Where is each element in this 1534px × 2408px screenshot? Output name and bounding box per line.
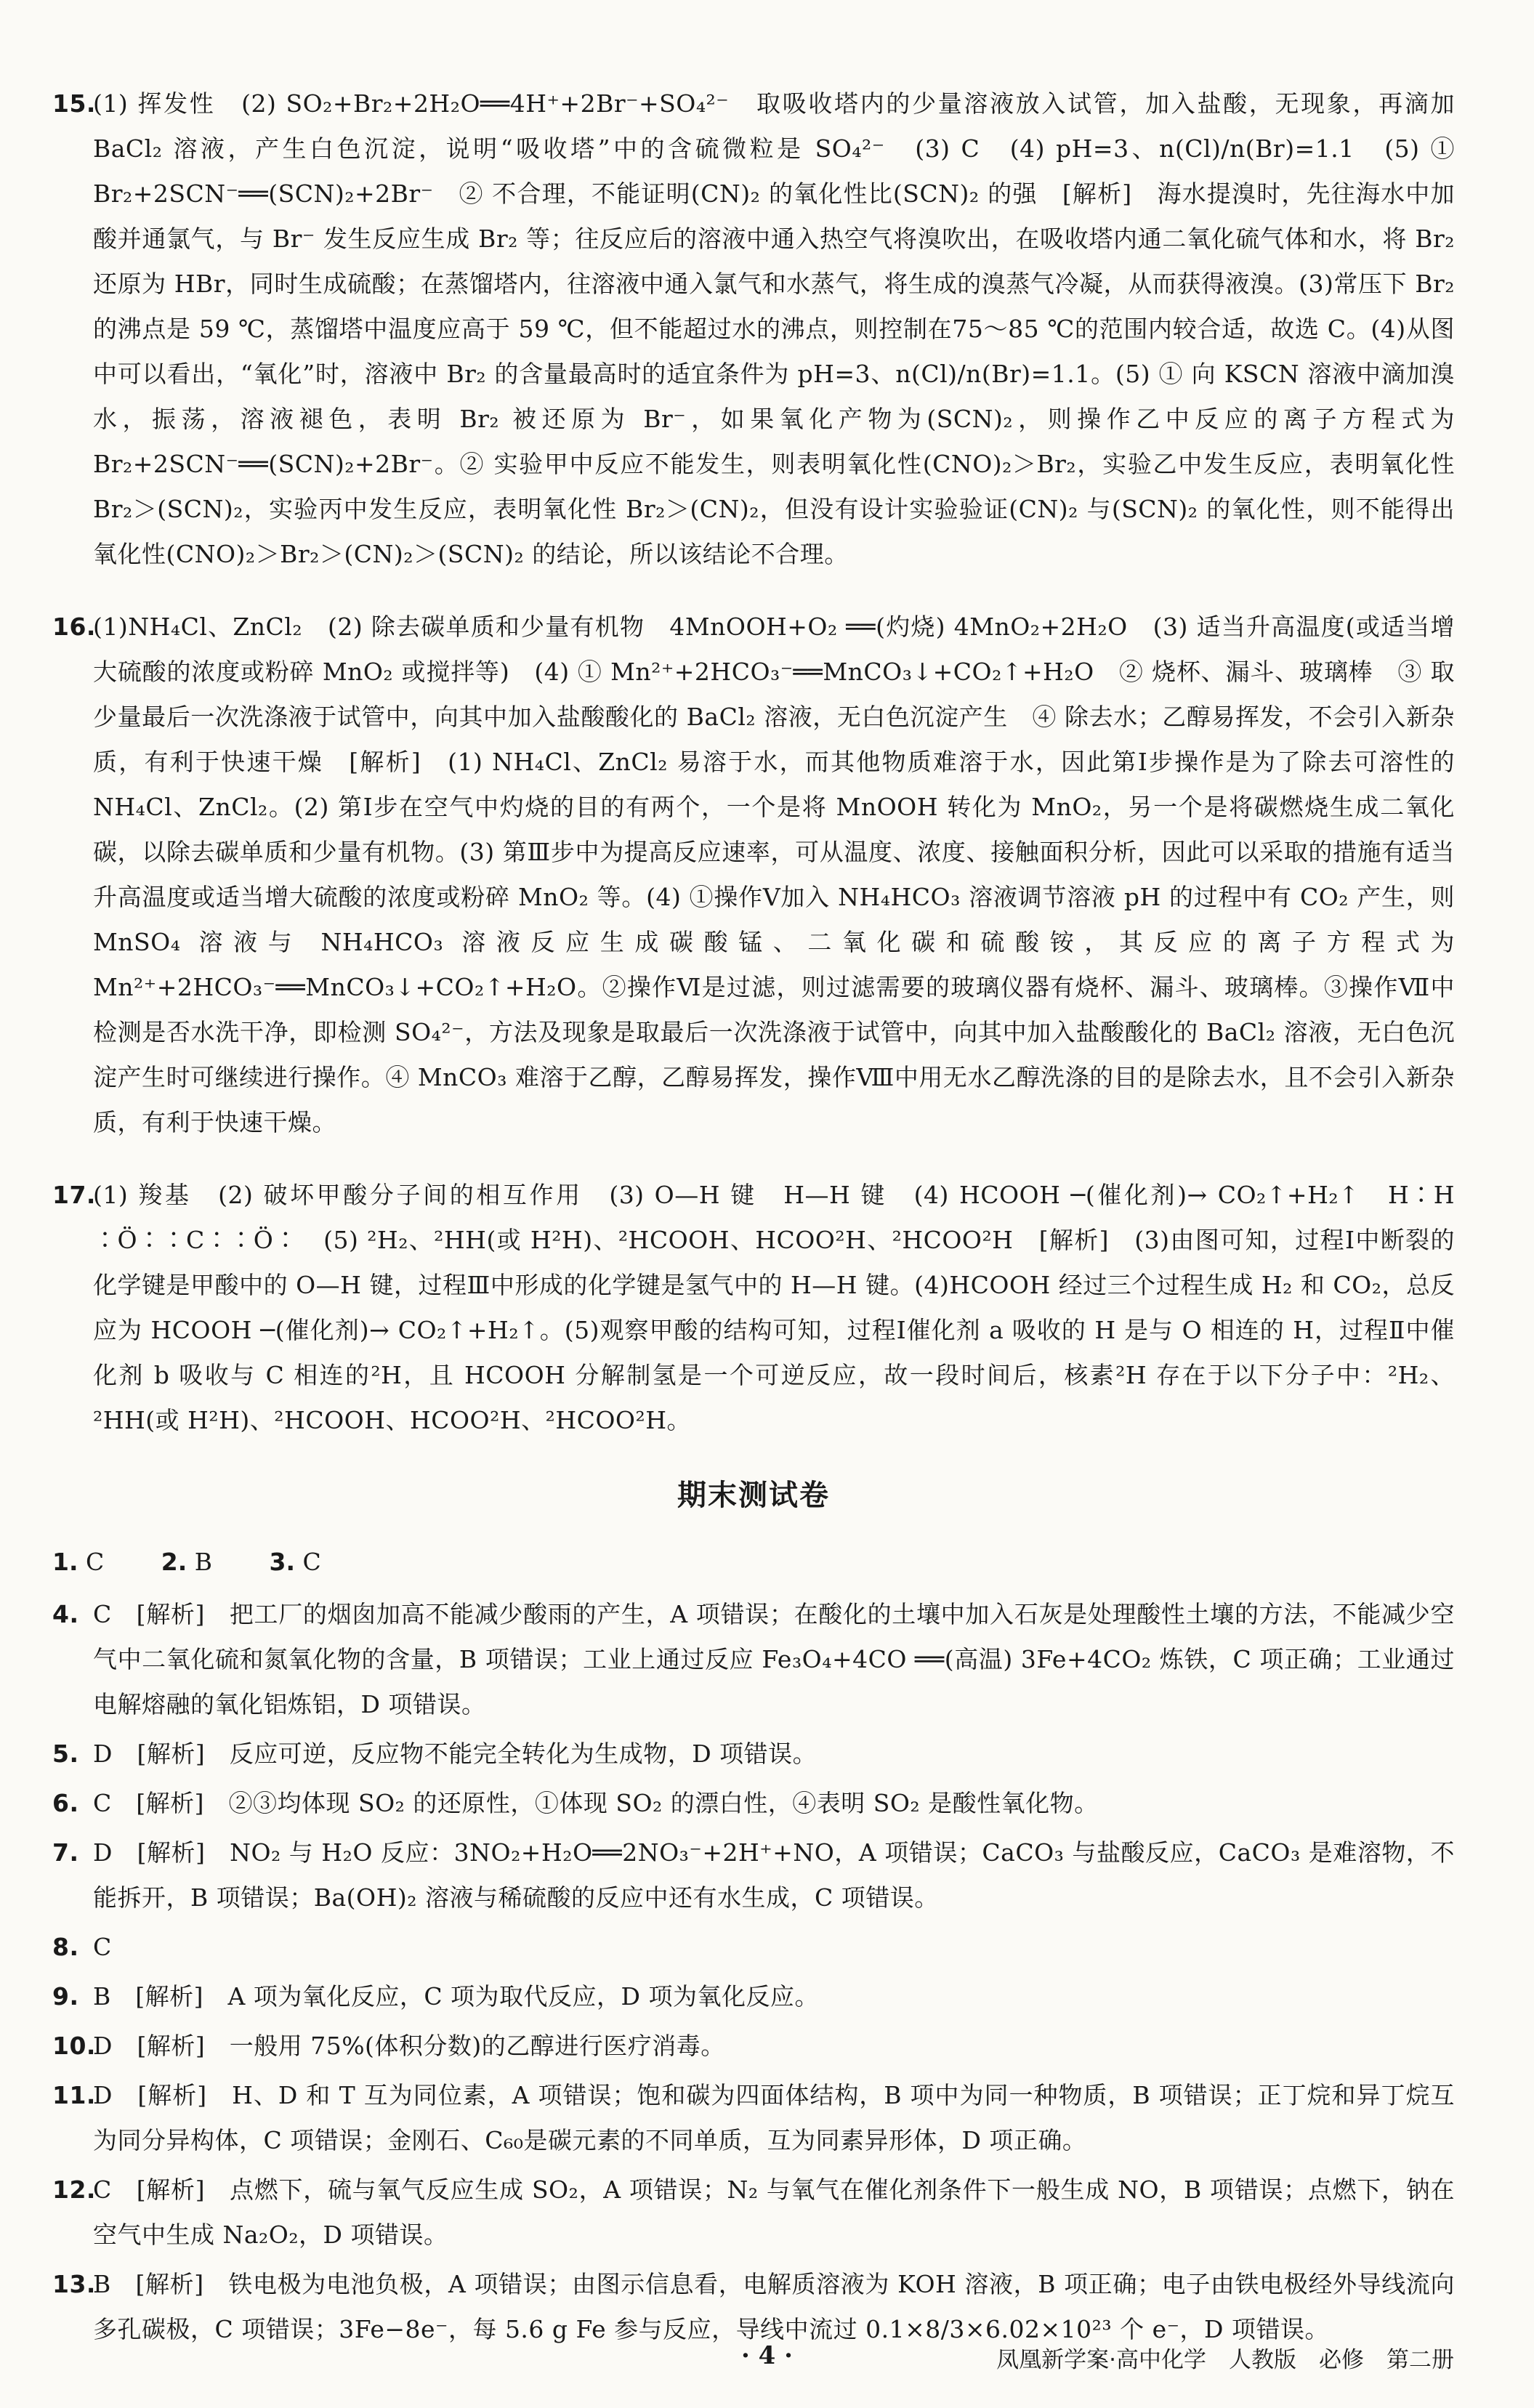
answer-item-17: [52, 1173, 1479, 1443]
answer-letter: B: [194, 1548, 213, 1576]
short-answers-row: [52, 1540, 1455, 1585]
answer-item-5: [52, 1732, 1455, 1777]
answer-item-13: [52, 2262, 1455, 2352]
short-answer: [270, 1540, 346, 1585]
answer-item-15: [52, 81, 1455, 577]
answer-letter: C: [302, 1548, 321, 1576]
item-text: D [解析] 反应可逆，反应物不能完全转化为生成物，D 项错误。: [93, 1740, 818, 1768]
item-number: 11.: [52, 2081, 96, 2109]
answer-item-4: [52, 1592, 1455, 1727]
page-number: · 4 ·: [740, 2341, 793, 2370]
item-text: B [解析] 铁电极为电池负极，A 项错误；由图示信息看，电解质溶液为 KOH 溶液，B 项正确；电子由铁电极经外导线流向多孔碳极，C 项错误；3Fe−8e⁻，每 5.6 g Fe 参与反应，导线中流过 0.1×8/3×6.02×10²³ 个 e⁻，D 项错误。: [93, 2270, 1455, 2343]
item-number: 4.: [52, 1600, 79, 1628]
page-content: [52, 81, 1479, 2356]
answer-item-10: [52, 2024, 1455, 2069]
item-number: 8.: [52, 1933, 79, 1961]
item-text: (1)NH₄Cl、ZnCl₂ (2) 除去碳单质和少量有机物 4MnOOH+O₂ ══(灼烧) 4MnO₂+2H₂O (3) 适当升高温度(或适当增大硫酸的浓度或粉碎 MnO₂ 或搅拌等) (4) ① Mn²⁺+2HCO₃⁻══MnCO₃↓+CO₂↑+H₂O ② 烧杯、漏斗、玻璃棒 ③ 取少量最后一次洗涤液于试管中，向其中加入盐酸酸化的 BaCl₂ 溶液，无白色沉淀产生 ④ 除去水；乙醇易挥发，不会引入新杂质，有利于快速干燥 [解析] (1) NH₄Cl、ZnCl₂ 易溶于水，而其他物质难溶于水，因此第Ⅰ步操作是为了除去可溶性的 NH₄Cl、ZnCl₂。(2) 第Ⅰ步在空气中灼烧的目的有两个，一个是将 MnOOH 转化为 MnO₂，另一个是将碳燃烧生成二氧化碳，以除去碳单质和少量有机物。(3) 第Ⅲ步中为提高反应速率，可从温度、浓度、接触面积分析，因此可以采取的措施有适当升高温度或适当增大硫酸的浓度或粉碎 MnO₂ 等。(4) ①操作Ⅴ加入 NH₄HCO₃ 溶液调节溶液 pH 的过程中有 CO₂ 产生，则 MnSO₄ 溶液与 NH₄HCO₃ 溶液反应生成碳酸锰、二氧化碳和硫酸铵，其反应的离子方程式为 Mn²⁺+2HCO₃⁻══MnCO₃↓+CO₂↑+H₂O。②操作Ⅵ是过滤，则过滤需要的玻璃仪器有烧杯、漏斗、玻璃棒。③操作Ⅶ中检测是否水洗干净，即检测 SO₄²⁻，方法及现象是取最后一次洗涤液于试管中，向其中加入盐酸酸化的 BaCl₂ 溶液，无白色沉淀产生时可继续进行操作。④ MnCO₃ 难溶于乙醇，乙醇易挥发，操作Ⅷ中用无水乙醇洗涤的目的是除去水，且不会引入新杂质，有利于快速干燥。: [93, 613, 1455, 1136]
answer-item-16: [52, 605, 1455, 1145]
item-text: D [解析] H、D 和 T 互为同位素，A 项错误；饱和碳为四面体结构，B 项中为同一种物质，B 项错误；正丁烷和异丁烷互为同分异构体，C 项错误；金刚石、C₆₀是碳元素的不同单质，互为同素异形体，D 项正确。: [93, 2081, 1455, 2154]
book-title-footer: 凤凰新学案·高中化学 人教版 必修 第二册: [996, 2347, 1454, 2373]
item-number: 12.: [52, 2175, 96, 2204]
item-number: 17.: [52, 1181, 96, 1209]
item-number: 3.: [269, 1548, 296, 1576]
answer-item-7: [52, 1830, 1455, 1920]
answer-item-12: [52, 2167, 1455, 2258]
item-number: 1.: [52, 1548, 78, 1576]
item-text: C [解析] 点燃下，硫与氧气反应生成 SO₂，A 项错误；N₂ 与氧气在催化剂条件下一般生成 NO，B 项错误；点燃下，钠在空气中生成 Na₂O₂，D 项错误。: [93, 2175, 1455, 2249]
item-number: 7.: [52, 1838, 79, 1867]
short-answer: [52, 1540, 129, 1585]
answer-item-11: [52, 2073, 1455, 2163]
answer-letter: C: [86, 1548, 105, 1576]
item-number: 10.: [52, 2032, 96, 2060]
item-text: C: [93, 1933, 112, 1961]
item-number: 15.: [52, 89, 96, 118]
item-text: D [解析] 一般用 75%(体积分数)的乙醇进行医疗消毒。: [93, 2032, 725, 2060]
answer-item-9: [52, 1974, 1455, 2019]
item-number: 16.: [52, 613, 96, 641]
item-number: 5.: [52, 1740, 79, 1768]
item-text: (1) 羧基 (2) 破坏甲酸分子间的相互作用 (3) O—H 键 H—H 键 (4) HCOOH ─(催化剂)→ CO₂↑+H₂↑ H∶H ∶Ö∶∶C∶∶Ö∶ (5) ²H₂、²HH(或 H²H)、²HCOOH、HCOO²H、²HCOO²H [解析] (3)由图可知，过程Ⅰ中断裂的化学键是甲酸中的 O—H 键，过程Ⅲ中形成的化学键是氢气中的 H—H 键。(4)HCOOH 经过三个过程生成 H₂ 和 CO₂，总反应为 HCOOH ─(催化剂)→ CO₂↑+H₂↑。(5)观察甲酸的结构可知，过程Ⅰ催化剂 a 吸收的 H 是与 O 相连的 H，过程Ⅱ中催化剂 b 吸收与 C 相连的²H，且 HCOOH 分解制氢是一个可逆反应，故一段时间后，核素²H 存在于以下分子中：²H₂、²HH(或 H²H)、²HCOOH、HCOO²H、²HCOO²H。: [93, 1181, 1479, 1434]
short-answer: [161, 1540, 237, 1585]
answer-item-6: [52, 1781, 1455, 1826]
item-text: (1) 挥发性 (2) SO₂+Br₂+2H₂O══4H⁺+2Br⁻+SO₄²⁻ 取吸收塔内的少量溶液放入试管，加入盐酸，无现象，再滴加 BaCl₂ 溶液，产生白色沉淀，说明“吸收塔”中的含硫微粒是 SO₄²⁻ (3) C (4) pH=3、n(Cl)/n(Br)=1.1 (5) ① Br₂+2SCN⁻══(SCN)₂+2Br⁻ ② 不合理，不能证明(CN)₂ 的氧化性比(SCN)₂ 的强 [解析] 海水提溴时，先往海水中加酸并通氯气，与 Br⁻ 发生反应生成 Br₂ 等；往反应后的溶液中通入热空气将溴吹出，在吸收塔内通二氧化硫气体和水，将 Br₂ 还原为 HBr，同时生成硫酸；在蒸馏塔内，往溶液中通入氯气和水蒸气，将生成的溴蒸气冷凝，从而获得液溴。(3)常压下 Br₂ 的沸点是 59 ℃，蒸馏塔中温度应高于 59 ℃，但不能超过水的沸点，则控制在75～85 ℃的范围内较合适，故选 C。(4)从图中可以看出，“氧化”时，溶液中 Br₂ 的含量最高时的适宜条件为 pH=3、n(Cl)/n(Br)=1.1。(5) ① 向 KSCN 溶液中滴加溴水，振荡，溶液褪色，表明 Br₂ 被还原为 Br⁻，如果氧化产物为(SCN)₂，则操作乙中反应的离子方程式为 Br₂+2SCN⁻══(SCN)₂+2Br⁻。② 实验甲中反应不能发生，则表明氧化性(CNO)₂＞Br₂，实验乙中发生反应，表明氧化性 Br₂＞(SCN)₂，实验丙中发生反应，表明氧化性 Br₂＞(CN)₂，但没有设计实验验证(CN)₂ 与(SCN)₂ 的氧化性，则不能得出氧化性(CNO)₂＞Br₂＞(CN)₂＞(SCN)₂ 的结论，所以该结论不合理。: [93, 89, 1455, 568]
item-text: C [解析] 把工厂的烟囱加高不能减少酸雨的产生，A 项错误；在酸化的土壤中加入石灰是处理酸性土壤的方法，不能减少空气中二氧化硫和氮氧化物的含量，B 项错误；工业上通过反应 Fe₃O₄+4CO ══(高温) 3Fe+4CO₂ 炼铁，C 项正确；工业通过电解熔融的氧化铝炼铝，D 项错误。: [93, 1600, 1455, 1718]
item-text: D [解析] NO₂ 与 H₂O 反应：3NO₂+H₂O══2NO₃⁻+2H⁺+NO，A 项错误；CaCO₃ 与盐酸反应，CaCO₃ 是难溶物，不能拆开，B 项错误；Ba(OH)₂ 溶液与稀硫酸的反应中还有水生成，C 项错误。: [93, 1838, 1455, 1912]
item-text: B [解析] A 项为氧化反应，C 项为取代反应，D 项为氧化反应。: [93, 1982, 820, 2011]
item-number: 9.: [52, 1982, 79, 2011]
section-title: 期末测试卷: [677, 1479, 830, 1512]
item-number: 2.: [161, 1548, 187, 1576]
item-number: 13.: [52, 2270, 96, 2298]
answer-item-8: [52, 1925, 1455, 1970]
item-text: C [解析] ②③均体现 SO₂ 的还原性，①体现 SO₂ 的漂白性，④表明 SO₂ 是酸性氧化物。: [93, 1789, 1099, 1817]
item-number: 6.: [52, 1789, 79, 1817]
